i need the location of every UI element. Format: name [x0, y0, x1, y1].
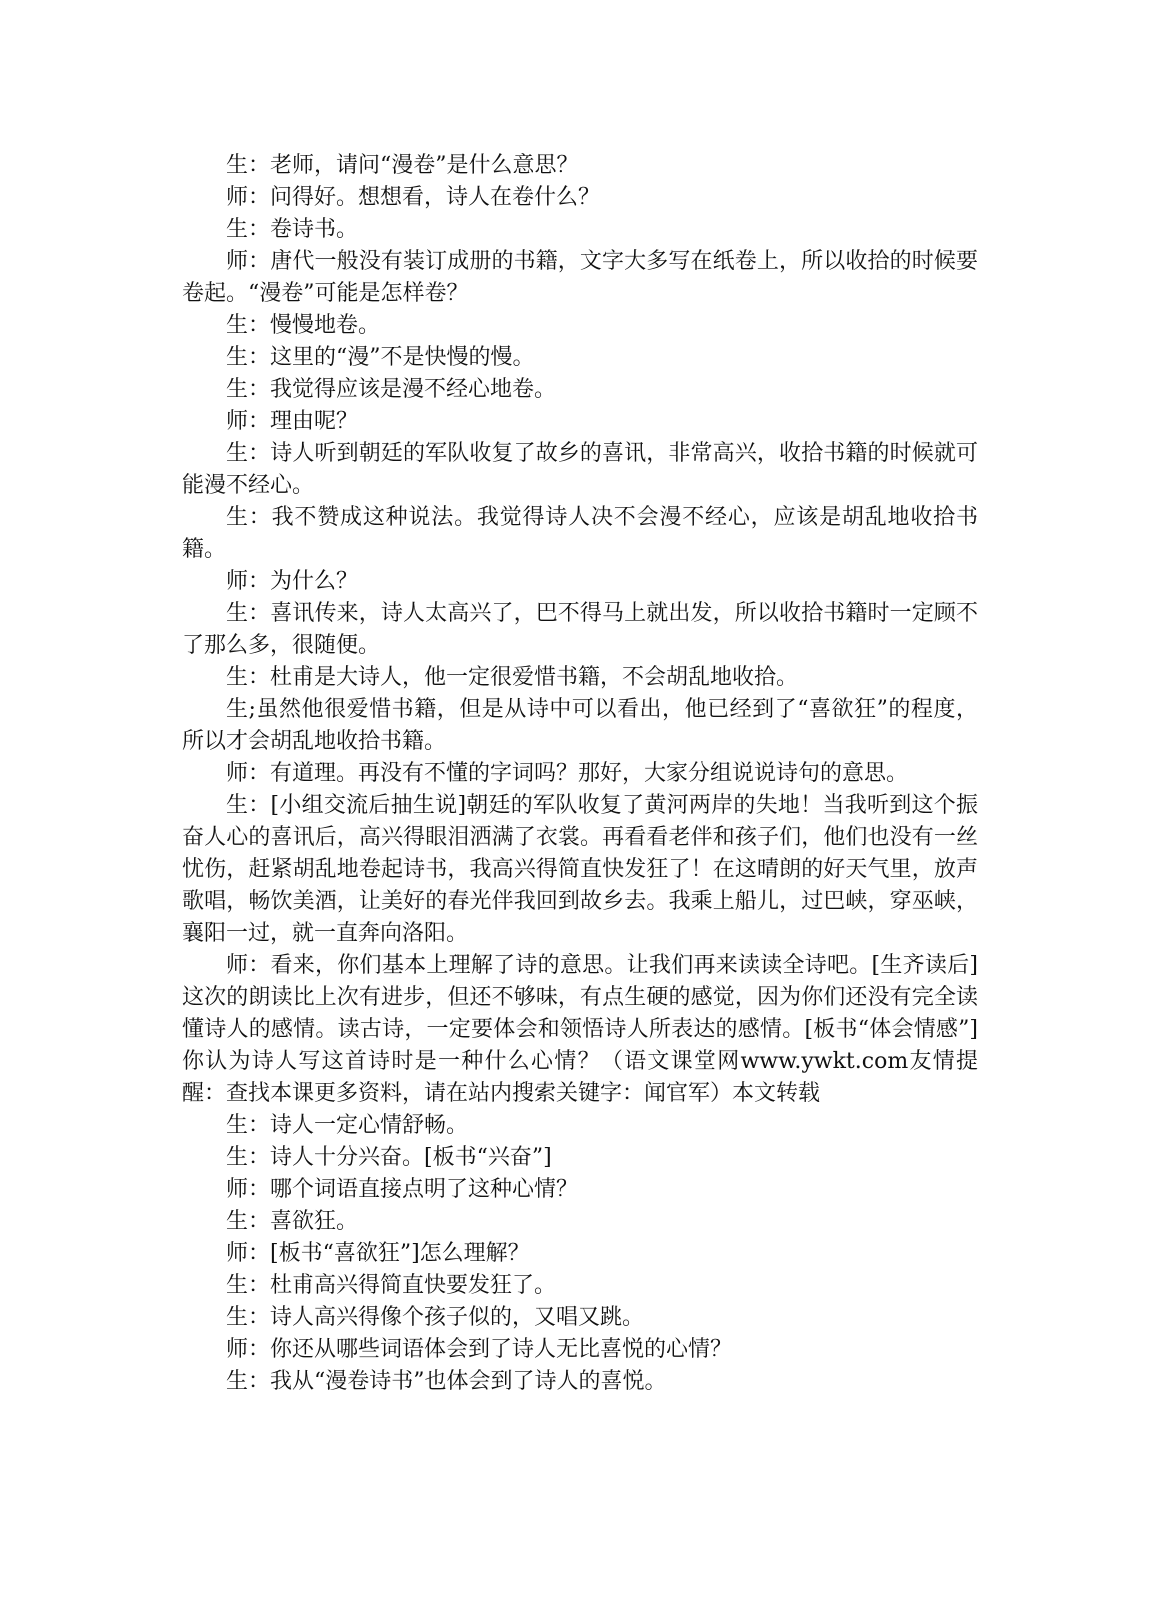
paragraph: 师：你还从哪些词语体会到了诗人无比喜悦的心情？ [226, 1337, 733, 1362]
paragraph: 生：诗人十分兴奋。[板书“兴奋”] [226, 1145, 552, 1170]
paragraph: 生：杜甫高兴得简直快要发狂了。 [226, 1273, 557, 1298]
paragraph: 生：[小组交流后抽生说]朝廷的军队收复了黄河两岸的失地！当我听到这个振奋人心的喜讯后，高兴得眼泪洒满了衣裳。再看看老伴和孩子们，他们也没有一丝忧伤，赶紧胡乱地卷起诗书，我高兴得简直快发狂了！在这晴朗的好天气里，放声歌唱，畅饮美酒，让美好的春光伴我回到故乡去。我乘上船儿，过巴峡，穿巫峡，襄阳一过，就一直奔向洛阳。 [182, 793, 978, 946]
paragraph: 师：理由呢？ [226, 409, 359, 434]
paragraph: 生：喜欲狂。 [226, 1209, 359, 1234]
paragraph: 生：老师，请问“漫卷”是什么意思？ [226, 153, 579, 178]
paragraph: 生：我从“漫卷诗书”也体会到了诗人的喜悦。 [226, 1369, 667, 1394]
paragraph: 师：[板书“喜欲狂”]怎么理解？ [226, 1241, 530, 1266]
paragraph: 师：哪个词语直接点明了这种心情？ [226, 1177, 579, 1202]
paragraph: 生：杜甫是大诗人，他一定很爱惜书籍，不会胡乱地收拾。 [226, 665, 799, 690]
paragraph: 生：这里的“漫”不是快慢的慢。 [226, 345, 535, 370]
paragraph: 生;虽然他很爱惜书籍，但是从诗中可以看出，他已经到了“喜欲狂”的程度，所以才会胡乱地收拾书籍。 [182, 697, 978, 754]
paragraph: 生：喜讯传来，诗人太高兴了，巴不得马上就出发，所以收拾书籍时一定顾不了那么多，很随便。 [182, 601, 978, 658]
paragraph: 生：诗人高兴得像个孩子似的，又唱又跳。 [226, 1305, 645, 1330]
paragraph: 师：唐代一般没有装订成册的书籍，文字大多写在纸卷上，所以收拾的时候要卷起。“漫卷”可能是怎样卷？ [182, 249, 978, 306]
paragraph: 生：我不赞成这种说法。我觉得诗人决不会漫不经心，应该是胡乱地收拾书籍。 [182, 505, 978, 562]
paragraph: 师：看来，你们基本上理解了诗的意思。让我们再来读读全诗吧。[生齐读后]这次的朗读比上次有进步，但还不够味，有点生硬的感觉，因为你们还没有完全读懂诗人的感情。读古诗，一定要体会和领悟诗人所表达的感情。[板书“体会情感”]你认为诗人写这首诗时是一种什么心情？（语文课堂网www.ywkt.com友情提醒：查找本课更多资料，请在站内搜索关键字：闻官军）本文转载 [182, 953, 978, 1106]
paragraph: 生：我觉得应该是漫不经心地卷。 [226, 377, 557, 402]
paragraph: 师：有道理。再没有不懂的字词吗？那好，大家分组说说诗句的意思。 [226, 761, 909, 786]
paragraph: 师：问得好。想想看，诗人在卷什么？ [226, 185, 601, 210]
paragraph: 生：卷诗书。 [226, 217, 359, 242]
paragraph: 师：为什么？ [226, 569, 359, 594]
document-page [182, 150, 978, 1398]
paragraph: 生：诗人听到朝廷的军队收复了故乡的喜讯，非常高兴，收拾书籍的时候就可能漫不经心。 [182, 441, 978, 498]
paragraph: 生：慢慢地卷。 [226, 313, 381, 338]
paragraph: 生：诗人一定心情舒畅。 [226, 1113, 469, 1138]
